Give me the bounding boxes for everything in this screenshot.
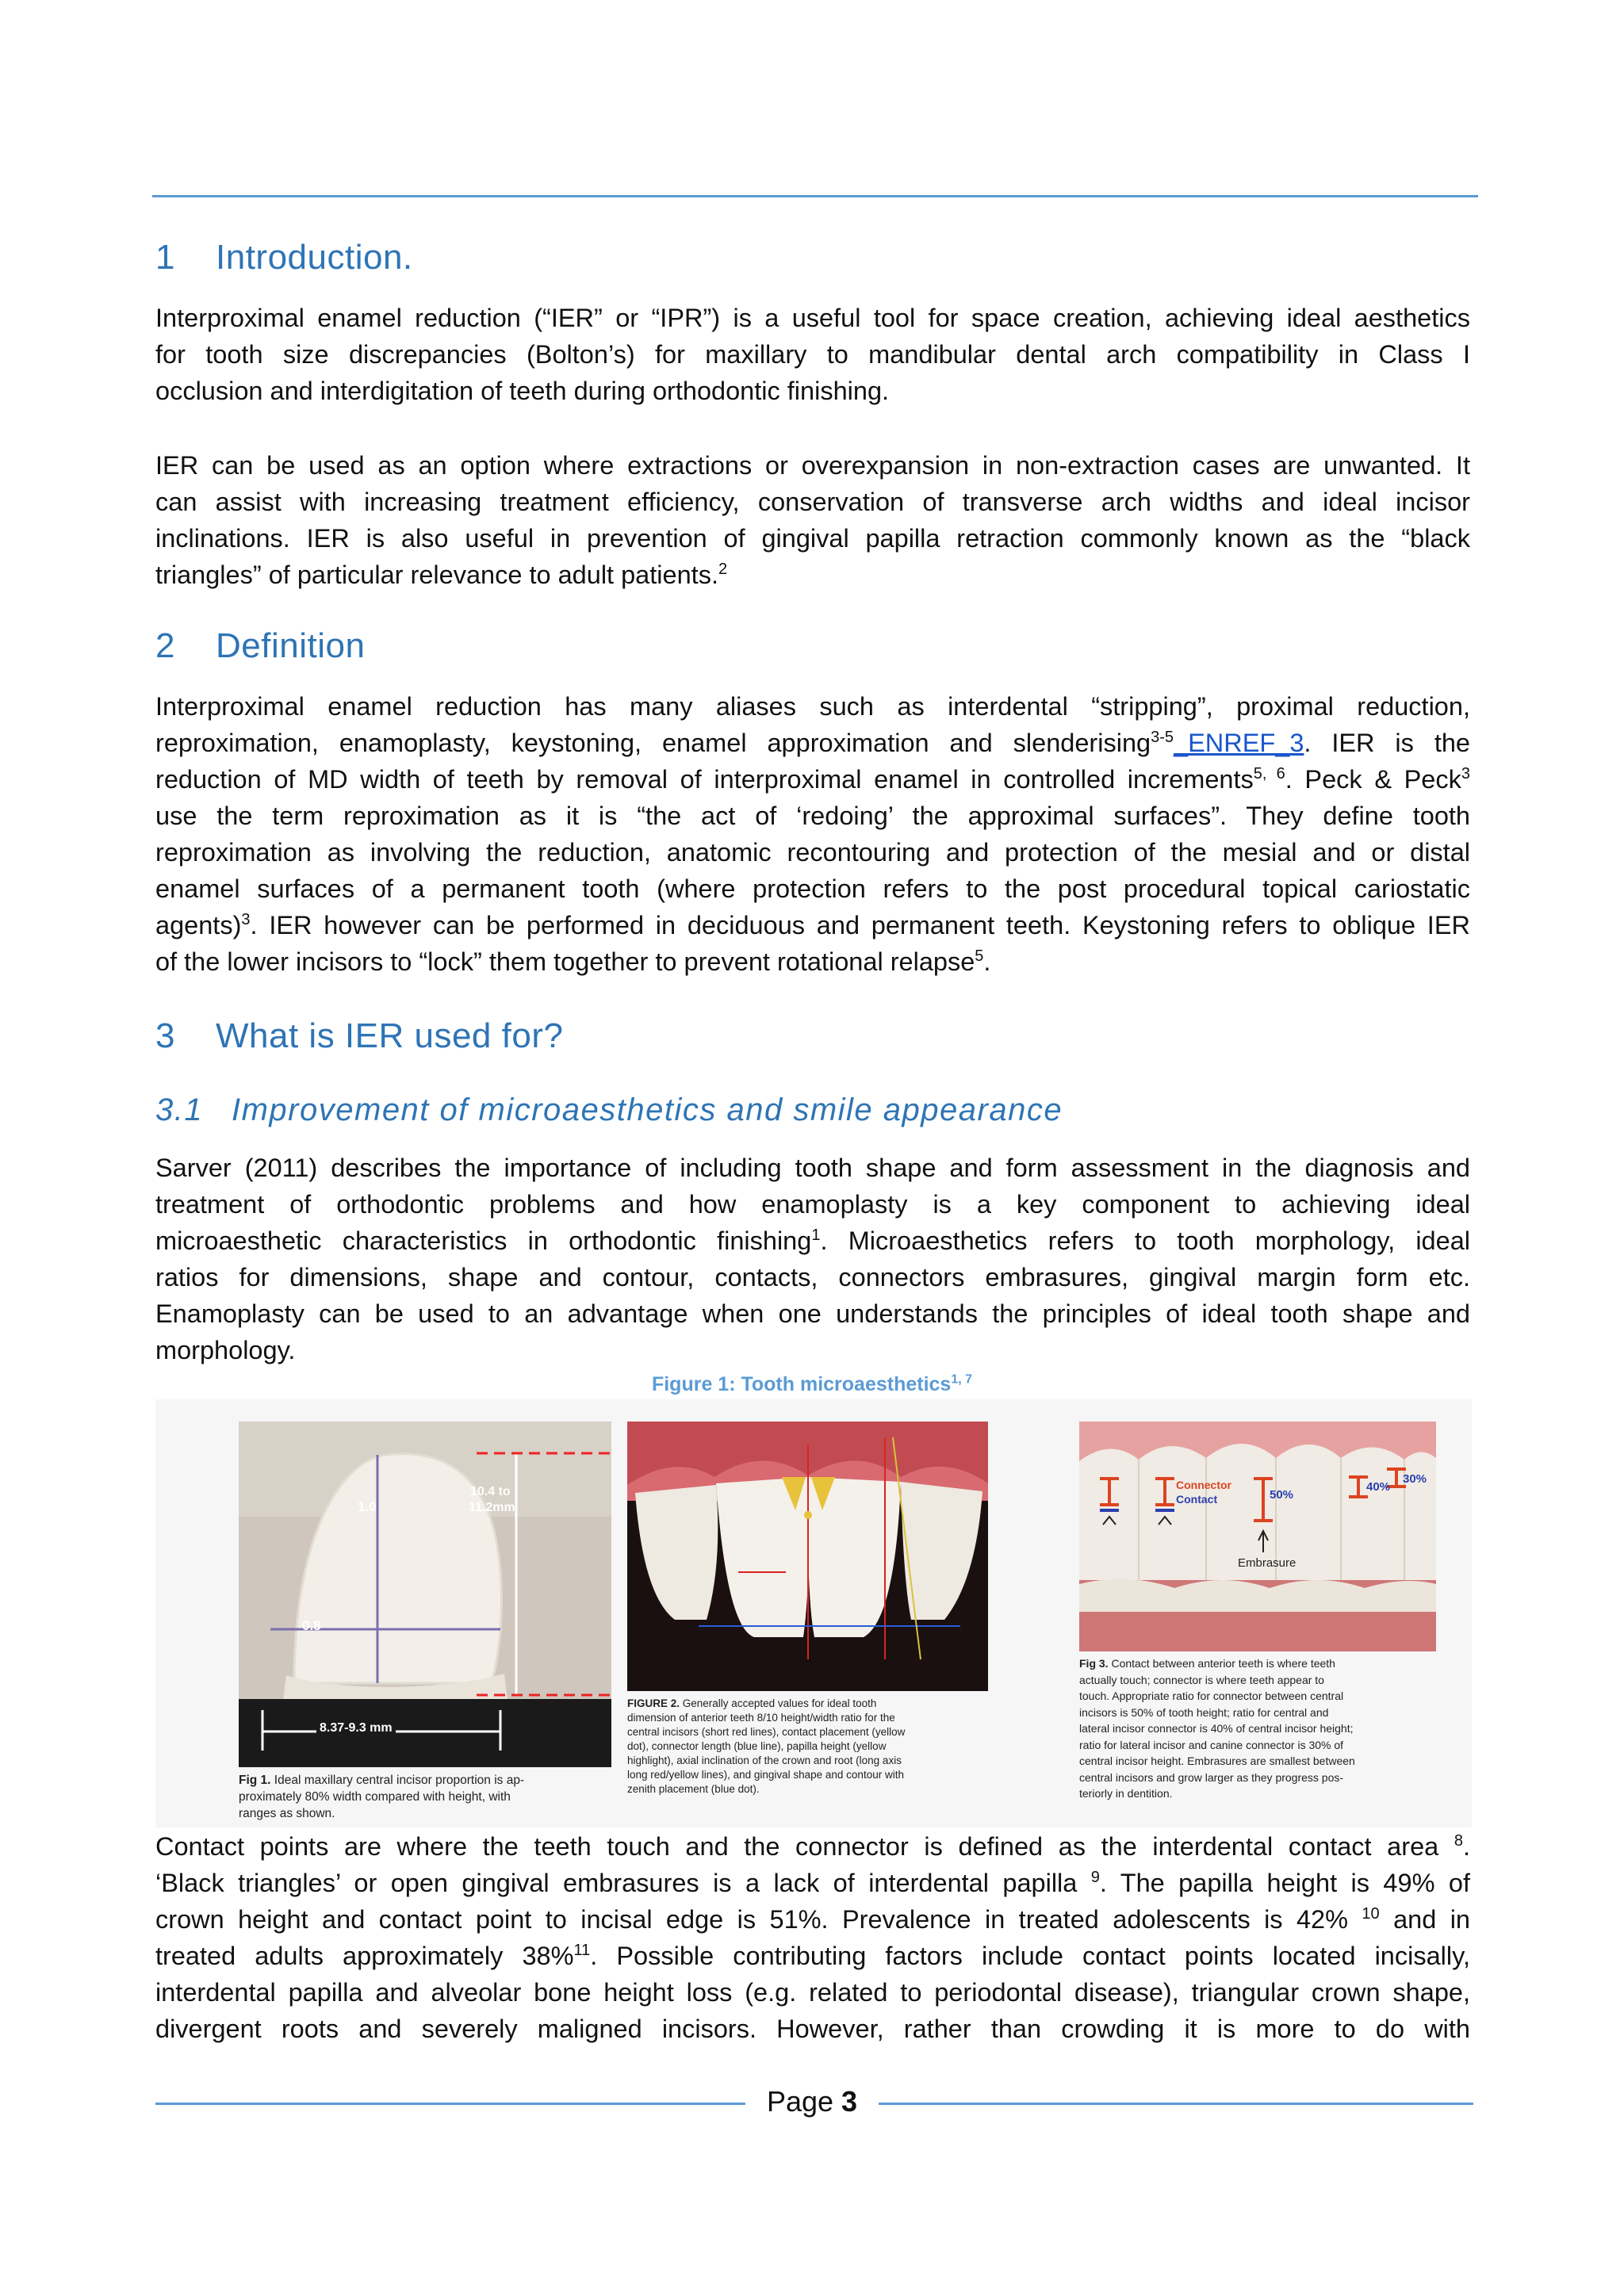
definition-paragraph: Interproximal enamel reduction has many aliases such as interdental “stripping”, proximal reduction, reproximation, enamoplasty, keystoning, enamel approximation and slenderising$^{3-5}$_ENREF_3. IER is the reduction of MD width of teeth by removal of interproximal enamel in controlled increments$^{5, 6}$. Peck & Peck$^3$ use the term reproximation as it is “the act of ‘redoing’ the approximal surfaces”. They define tooth reproximation as involving the reduction, anatomic recontouring and protection of the mesial and or distal enamel surfaces of a permanent tooth (where protection refers to the post procedural topical cariostatic agents)$^3$. IER however can be performed in deciduous and permanent teeth. Keystoning refers to oblique IER of the lower incisors to “lock” them together to prevent rotational relapse$^5$. <box>155 692 1470 976</box>
microaesthetics-paragraph: Sarver (2011) describes the importance of including tooth shape and form assessment in the diagnosis and treatment of orthodontic problems and how enamoplasty is a key component to achieving ideal microaesthetic characteristics in orthodontic finishing$^1$. Microaesthetics refers to tooth morphology, ideal ratios for dimensions, shape and contour, contacts, connectors embrasures, gingival margin form etc. Enamoplasty can be used to an advantage when one understands the principles of ideal tooth shape and morphology. <box>155 1154 1470 1364</box>
fig1-label-height-ratio: 1.0 <box>358 1499 377 1514</box>
fig2-caption: FIGURE 2. Generally accepted values for ideal tooth dimension of anterior teeth 8/10 height/width ratio for the central incisors (short red lines), contact placement (yellow dot), connector length (blue line), papilla height (yellow highlight), axial inclination of the crown and root (long axis long red/yellow lines), and gingival shape and contour with zenith placement (blue dot). <box>627 1697 906 1795</box>
enref-3-link[interactable]: _ENREF_3 <box>1174 729 1304 757</box>
header-rule <box>152 195 1478 197</box>
footer-rule-left <box>155 2103 745 2105</box>
section-heading-definition: 2 Definition <box>155 626 366 665</box>
black-triangles-paragraph: Contact points are where the teeth touch and the connector is defined as the interdental contact area $^8$. ‘Black triangles’ or open gingival embrasures is a lack of interdental papilla $^9$. The papilla height is 49% of crown height and contact point to incisal edge is 51%. Prevalence in treated adolescents is 42% $^{10}$ and in treated adults approximately 38%$^{11}$. Possible contributing factors include contact points located incisally, interdental papilla and alveolar bone height loss (e.g. related to periodontal disease), triangular crown shape, divergent roots and severely maligned incisors. However, rather than crowding it is more to do with <box>155 1832 1470 2043</box>
fig2-illustration <box>627 1422 988 1691</box>
fig3-label-contact: Contact <box>1176 1493 1218 1506</box>
fig3-label-50: 50% <box>1270 1488 1294 1502</box>
fig1-illustration <box>239 1422 611 1767</box>
intro-paragraph-2: IER can be used as an option where extractions or overexpansion in non-extraction cases are unwanted. It can assist with increasing treatment efficiency, conservation of transverse arch widths and ideal incisor inclinations. IER is also useful in prevention of gingival papilla retraction commonly known as the “black triangles” of particular relevance to adult patients.$^2$ <box>155 451 1470 589</box>
fig3-caption: Fig 3. Contact between anterior teeth is where teeth actually touch; connector is where teeth appear to touch. Appropriate ratio for connector between central incisors is 50% of tooth height; ratio for central and lateral incisor connector is 40% of central incisor height; ratio for lateral incisor and canine connector is 30% of central incisor height. Embrasures are smallest between central incisors and grow larger as they progress pos- teriorly in dentition. <box>1079 1657 1355 1800</box>
fig1-caption: Fig 1. Ideal maxillary central incisor proportion is ap- proximately 80% width compared with height, with ranges as shown. <box>239 1774 525 1820</box>
fig3-label-embrasure: Embrasure <box>1238 1556 1297 1570</box>
fig1-label-width-ratio: 0.8 <box>302 1618 321 1633</box>
subsection-heading-microaesthetics: 3.1 Improvement of microaesthetics and smile appearance <box>155 1093 1063 1127</box>
fig3-illustration <box>1079 1422 1436 1651</box>
fig1-label-range-mm: 11.2mm <box>469 1501 515 1514</box>
fig2-smile-ideal-dimensions-image <box>627 1422 988 1691</box>
fig1-label-width-mm: 8.37-9.3 mm <box>316 1721 396 1735</box>
fig1-incisor-proportion-image <box>239 1422 611 1767</box>
fig3-label-30: 30% <box>1403 1472 1427 1486</box>
figure-caption: Figure 1: Tooth microaesthetics$^{1, 7}$ <box>651 1372 973 1395</box>
figure-tooth-microaesthetics <box>155 1399 1472 1827</box>
footer-rule-right <box>879 2103 1473 2105</box>
page-number: Page 3 <box>766 2085 858 2118</box>
section-heading-what-is-ier-used-for: 3 What is IER used for? <box>155 1016 564 1055</box>
fig1-label-range: 10.4 to <box>470 1485 511 1498</box>
fig3-label-connector: Connector <box>1176 1479 1231 1491</box>
fig3-connector-ratios-image <box>1079 1422 1436 1651</box>
section-heading-introduction: 1 Introduction. <box>155 238 413 277</box>
fig3-label-40: 40% <box>1366 1480 1391 1494</box>
intro-paragraph-1: Interproximal enamel reduction (“IER” or “IPR”) is a useful tool for space creation, achieving ideal aesthetics for tooth size discrepancies (Bolton’s) for maxillary to mandibular dental arch compatibility in Class I occlusion and interdigitation of teeth during orthodontic finishing. <box>155 304 1470 405</box>
